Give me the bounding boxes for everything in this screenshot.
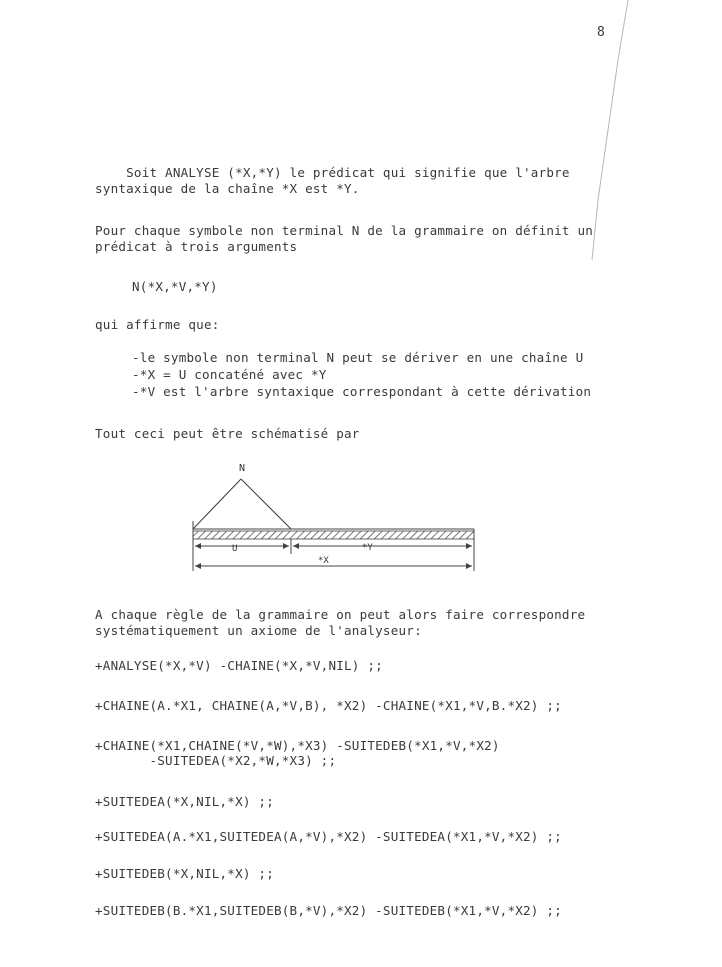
derivation-triangle (193, 479, 291, 529)
axiom-line: +SUITEDEB(*X,NIL,*X) ;; (95, 866, 274, 881)
affirms-line: qui affirme que: (95, 317, 220, 332)
paragraph-3-line-1: A chaque règle de la grammaire on peut alors faire correspondre (95, 607, 586, 622)
hatched-string (193, 531, 474, 539)
schema-intro: Tout ceci peut être schématisé par (95, 426, 360, 441)
predicate-signature: N(*X,*V,*Y) (132, 279, 218, 294)
intro-line-2: syntaxique de la chaîne *X est *Y. (95, 181, 360, 196)
bullet-item: -*X = U concaténé avec *Y (132, 367, 327, 382)
paragraph-2-line-2: prédicat à trois arguments (95, 239, 298, 254)
bullet-item: -le symbole non terminal N peut se dériver en une chaîne U (132, 350, 584, 365)
paragraph-2-line-1: Pour chaque symbole non terminal N de la grammaire on définit un (95, 223, 594, 238)
scan-crease-line (0, 0, 722, 260)
segment-x-label: *X (318, 556, 329, 566)
intro-line-1: Soit ANALYSE (*X,*Y) le prédicat qui signifie que l'arbre (95, 165, 570, 180)
axiom-line: +SUITEDEB(B.*X1,SUITEDEB(B,*V),*X2) -SUITEDEB(*X1,*V,*X2) ;; (95, 903, 562, 918)
axiom-line: -SUITEDEA(*X2,*W,*X3) ;; (95, 753, 337, 768)
segment-u-label: U (232, 544, 238, 554)
page-number: 8 (597, 25, 605, 40)
segment-y-label: *Y (362, 543, 373, 553)
bullet-item: -*V est l'arbre syntaxique correspondant à cette dérivation (132, 384, 592, 399)
axiom-line: +SUITEDEA(*X,NIL,*X) ;; (95, 794, 274, 809)
axiom-line: +CHAINE(A.*X1, CHAINE(A,*V,B), *X2) -CHAINE(*X1,*V,B.*X2) ;; (95, 698, 562, 713)
derivation-diagram (186, 458, 486, 578)
axiom-line: +ANALYSE(*X,*V) -CHAINE(*X,*V,NIL) ;; (95, 658, 383, 673)
axiom-line: +SUITEDEA(A.*X1,SUITEDEA(A,*V),*X2) -SUITEDEA(*X1,*V,*X2) ;; (95, 829, 562, 844)
diagram-node-label: N (239, 463, 246, 474)
paragraph-3-line-2: systématiquement un axiome de l'analyseur: (95, 623, 422, 638)
axiom-line: +CHAINE(*X1,CHAINE(*V,*W),*X3) -SUITEDEB(*X1,*V,*X2) (95, 738, 500, 753)
